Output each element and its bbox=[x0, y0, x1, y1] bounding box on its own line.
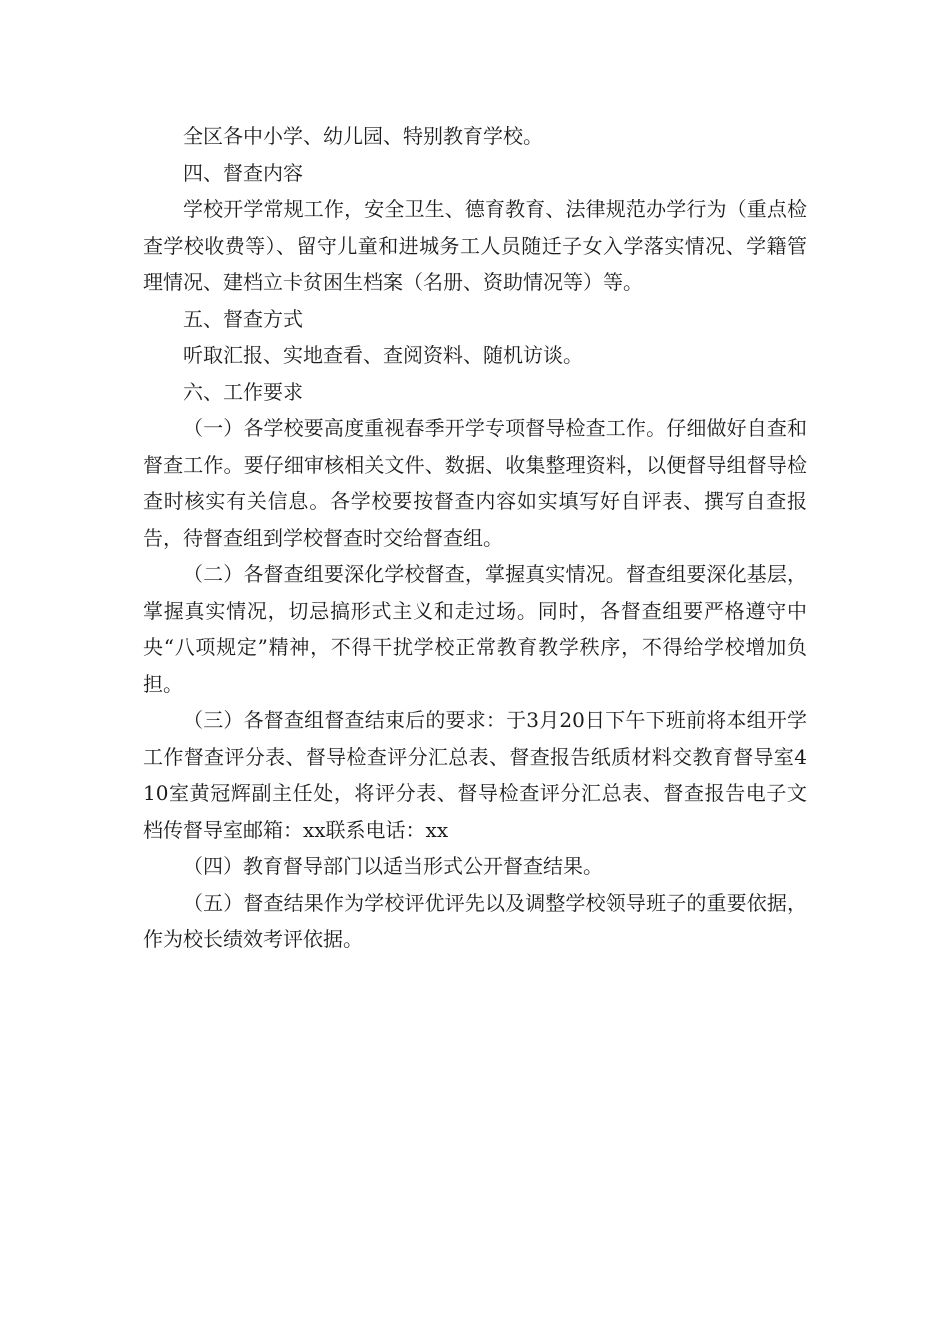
heading-inspection-method: 五、督查方式 bbox=[183, 306, 303, 331]
paragraph-requirement-4: （四）教育督导部门以适当形式公开督查结果。 bbox=[183, 854, 603, 878]
paragraph-inspection-content: 学校开学常规工作，安全卫生、德育教育、法律规范办学行为（重点检查学校收费等）、留守儿童和进城务工人员随迁子女入学落实情况、学籍管理情况、建档立卡贫困生档案（名册、资助情况等）等。 bbox=[143, 197, 807, 294]
heading-inspection-content: 四、督查内容 bbox=[183, 160, 303, 185]
paragraph-inspection-method: 听取汇报、实地查看、查阅资料、随机访谈。 bbox=[183, 343, 583, 367]
paragraph-requirement-2: （二）各督查组要深化学校督查，掌握真实情况。督查组要深化基层，掌握真实情况，切忌搞形式主义和走过场。同时，各督查组要严格遵守中央“八项规定”精神，不得干扰学校正常教育教学秩序，不得给学校增加负担。 bbox=[143, 562, 807, 696]
paragraph-requirement-1: （一）各学校要高度重视春季开学专项督导检查工作。仔细做好自查和督查工作。要仔细审核相关文件、数据、收集整理资料，以便督导组督导检查时核实有关信息。各学校要按督查内容如实填写好自评表、撰写自查报告，待督查组到学校督查时交给督查组。 bbox=[143, 416, 807, 550]
paragraph-requirement-5: （五）督查结果作为学校评优评先以及调整学校领导班子的重要依据，作为校长绩效考评依据。 bbox=[143, 890, 807, 951]
document-page bbox=[143, 118, 807, 958]
paragraph-requirement-3: （三）各督查组督查结束后的要求：于3月20日下午下班前将本组开学工作督查评分表、督导检查评分汇总表、督查报告纸质材料交教育督导室410室黄冠辉副主任处，将评分表、督导检查评分汇总表、督查报告电子文档传督导室邮箱：xx联系电话：xx bbox=[143, 708, 807, 842]
heading-work-requirements: 六、工作要求 bbox=[183, 379, 303, 404]
paragraph-scope: 全区各中小学、幼儿园、特别教育学校。 bbox=[183, 124, 543, 148]
